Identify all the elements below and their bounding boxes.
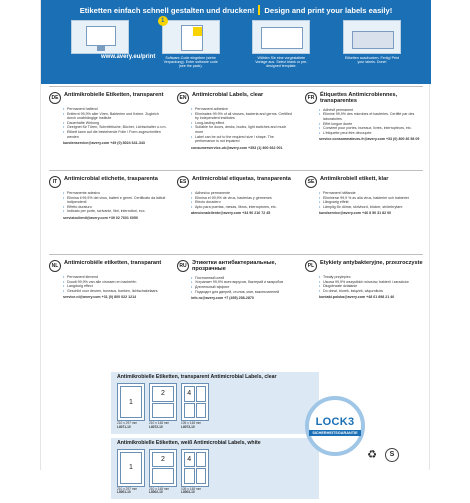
format-code: L8002-10 [149, 490, 163, 495]
bullet: • Elimine 99,9% des microbes et bactéries. Certifié par des laboratoires [319, 112, 423, 121]
cell-blank [196, 468, 207, 484]
banner-separator [258, 5, 260, 15]
cell-blank [196, 386, 207, 402]
step-caption: Software-Code eingeben (siehe Verpackung). Enter software code (see the pack). [163, 56, 218, 69]
print-banner [41, 0, 431, 84]
bullet: • Elimina el 99,9% de virus, bacterias y gérmenes [191, 196, 295, 201]
bullet: • Permanent adhesive [191, 107, 295, 112]
lang-block-it [49, 176, 167, 221]
cell-blank [196, 403, 207, 419]
lang-title: Antimikrobiell etikett, klar [320, 176, 389, 182]
printer-icon [343, 20, 401, 54]
label-pack-icon [162, 20, 220, 54]
cell-label: 1 [120, 386, 142, 418]
format-size: 105 x 148 mm [181, 421, 202, 425]
lang-contact: service.consommateurs-fr@avery.com +33 (0) 800 36 58 09 [319, 137, 420, 142]
cell-blank [196, 452, 207, 468]
lang-badge: NL [49, 260, 61, 272]
step-caption: Wählen Sie eine vorgestaltete Vorlage aus. Select blank or pre-designed template. [255, 56, 308, 69]
lang-block-ru [177, 260, 295, 301]
bullet: • Långvarig effekt [319, 200, 423, 205]
format-1-up [117, 383, 145, 430]
lang-block-fr [305, 92, 423, 142]
format-code: L8072-10 [149, 424, 163, 429]
cell-blank [152, 468, 174, 484]
lang-title: Etykiety antybakteryjne, przezroczyste [320, 260, 423, 266]
format-size: 210 x 148 mm [149, 421, 170, 425]
bullet: • Устраняет 99,9% всех вирусов, бактерий и микробов [191, 280, 295, 285]
lang-title: Étiquettes Antimicrobiennes, transparentes [320, 92, 398, 105]
bullet: • Permanente adesivo [63, 191, 167, 196]
lang-title: Antimicrobial Labels, clear [192, 92, 264, 98]
bullet: • Effetto duraturo [63, 205, 167, 210]
format-2-up [149, 383, 177, 430]
bullet: • Label can be cut to the required size / shape. The performance is not impaired [191, 135, 295, 144]
bullet: • Doodt 99,9% van alle virussen en bacteriën [63, 280, 167, 285]
product-formats [111, 372, 319, 503]
lang-block-se [305, 176, 423, 216]
bullet: • Dauerhafte Wirkung [63, 121, 167, 126]
divider [49, 170, 423, 171]
quality-seal-icon: S [385, 448, 399, 462]
bullet: • Entfernt 99,9% aller Viren, Bakterien und Keime. Zugleich durch unabhängige Institute [63, 112, 167, 121]
seal-brand-number: 3 [347, 416, 355, 428]
product-white [111, 438, 319, 500]
lang-badge: ES [177, 176, 189, 188]
lang-contact: service.nl@avery.com +31 (0) 800 022 1214 [63, 295, 137, 300]
lang-title: Этикетки антибактериальные, прозрачные [192, 260, 277, 273]
bullet: • Eliminerar 99,9 % av alla virus, bakterier och bakterier [319, 196, 423, 201]
banner-title-en: Design and print your labels easily! [264, 5, 393, 15]
lang-badge: EN [177, 92, 189, 104]
product-title: Antimikrobielle Etiketten, transparent Antimicrobial Labels, clear [117, 374, 277, 380]
bullet: • Convient pour portes, bureaux, livres, interrupteurs, etc. [319, 126, 423, 131]
bullet: • Effet longue durée [319, 122, 423, 127]
step-number: 1 [158, 16, 168, 26]
format-4-up [181, 383, 209, 430]
divider [49, 86, 423, 87]
seal-brand [316, 416, 355, 428]
lang-contact: kundservice@avery.com +46 8 50 31 82 00 [319, 211, 392, 216]
format-size: 105 x 148 mm [181, 486, 202, 491]
bullet: • Adhésif permanent [319, 108, 423, 113]
bullet: • Permanent haftend [63, 107, 167, 112]
format-code: L8003-10 [181, 490, 195, 495]
step-enter-code [162, 20, 220, 82]
bullet: • Apto para puertas, mesas, libros, interruptores, etc. [191, 205, 295, 210]
lang-title: Antimicrobiële etiketten, transparant [64, 260, 162, 266]
lang-title: Antimicrobial etichette, trasparenta [64, 176, 158, 182]
cell-blank [152, 403, 174, 419]
seal-brand-word: LOCK [315, 416, 348, 428]
format-code: L8073-10 [181, 424, 195, 429]
lang-badge: IT [49, 176, 61, 188]
cell-label: 2 [152, 386, 174, 402]
lang-title: Antimikrobielle Etiketten, transparent [64, 92, 164, 98]
cell-label: 4 [184, 452, 195, 468]
bullet: • Etikett kann auf die bestehende Folie / Form zugeschnitten werden [63, 130, 167, 139]
step-computer [71, 20, 129, 82]
lang-contact: info.ru@avery.com +7 (495) 258-2870 [191, 296, 254, 301]
format-size: 210 x 297 mm [117, 421, 138, 425]
cell-label: 1 [120, 452, 142, 484]
seal-ribbon: SICHERHEITSGARANTIE [309, 430, 360, 436]
template-icon [252, 20, 310, 54]
format-size: 210 x 148 mm [149, 486, 170, 491]
lang-contact: kundenservice@avery.com +49 (0) 8024 641-343 [63, 141, 145, 146]
bullet: • Длительный эффект [191, 285, 295, 290]
lang-badge: SE [305, 176, 317, 188]
step-select-template [252, 20, 310, 82]
print-url-link[interactable]: www.avery.eu/print [101, 54, 156, 60]
bullet: • L'étiquette peut être découpée [319, 131, 423, 136]
step-caption: Etiketten ausdrucken. Fertig! Print your labels. Done! [344, 56, 400, 65]
banner-title-de: Etiketten einfach schnell gestalten und drucken! [79, 5, 255, 15]
bullet: • Długotrwałe działanie [319, 284, 423, 289]
cell-label: 4 [184, 386, 195, 402]
format-code: L8001-10 [117, 490, 131, 495]
bullet: • Efecto duradero [191, 200, 295, 205]
lang-block-nl [49, 260, 167, 300]
lang-badge: FR [305, 92, 317, 104]
lang-contact: kontakt.polska@avery.com +48 61 898 21 40 [319, 295, 395, 300]
cell-blank [184, 468, 195, 484]
bullet: • Постоянный клей [191, 276, 295, 281]
lang-contact: servizioclienti@avery.com +39 02 7601 6050 [63, 215, 138, 220]
step-print [343, 20, 401, 82]
computer-icon [71, 20, 129, 54]
format-4-up [181, 449, 209, 496]
lang-contact: consumerservice-uk@avery.com +353 (1) 800 662 001 [191, 145, 283, 150]
product-sheet [40, 0, 430, 495]
sheet-layout-2 [149, 449, 177, 487]
print-steps [71, 20, 401, 82]
lang-block-pl [305, 260, 423, 300]
bullet: • Geeignet für Türen, Schreibtische, Bücher, Lichtschalter u.v.m. [63, 125, 167, 130]
bullet: • Indicato per porte, scrivanie, libri, interruttori, ecc. [63, 209, 167, 214]
bullet: • Permanent häftande [319, 191, 423, 196]
bullet: • Geschikt voor deuren, bureaus, boeken, lichtschakelaars [63, 289, 167, 294]
bullet: • Trwały przylepiec [319, 275, 423, 280]
sheet-layout-4 [181, 449, 209, 487]
lang-badge: PL [305, 260, 317, 272]
bullet: • Long-lasting effect [191, 121, 295, 126]
lang-badge: RU [177, 260, 189, 272]
bullet: • Do drzwi, biurek, książek, włączników [319, 289, 423, 294]
bullet: • Elimina il 99,9% dei virus, batteri e germi. Certificato da istituti indipendenti [63, 196, 167, 205]
sheet-layout-4 [181, 383, 209, 421]
sheet-layout-1 [117, 383, 145, 421]
banner-title-strip [41, 2, 431, 18]
divider [49, 254, 423, 255]
lock3-seal-icon [305, 396, 365, 456]
bullet: • Permanent klevend [63, 275, 167, 280]
format-size: 210 x 297 mm [117, 486, 138, 491]
sheet-layout-1 [117, 449, 145, 487]
bullet: • Lämplig för dörrar, skrivbord, böcker, strömbrytare [319, 205, 423, 210]
lang-contact: atencionalcliente@avery.com +34 90 216 72 45 [191, 211, 271, 216]
format-1-up [117, 449, 145, 496]
bullet: • Suitable for doors, desks, books, light switches and much more [191, 125, 295, 134]
lang-title: Antimicrobial etiquetas, transparenta [192, 176, 291, 182]
bullet: • Eliminates 99.9% of all viruses, bacteria and germs. Certified by independent institutes [191, 112, 295, 121]
lang-block-de [49, 92, 167, 146]
product-title: Antimikrobielle Etiketten, weiß Antimicrobial Labels, white [117, 439, 261, 446]
format-code: L8071-10 [117, 424, 131, 429]
product-clear [111, 372, 319, 434]
lang-badge: DE [49, 92, 61, 104]
bullet: • Usuwa 99,9% wszystkich wirusów, bakterii i zarazków [319, 280, 423, 285]
bullet: • Подходит для дверей, столов, книг, выключателей [191, 290, 295, 295]
lang-block-es [177, 176, 295, 216]
format-2-up [149, 449, 177, 496]
bullet: • Adhesivo permanente [191, 191, 295, 196]
lang-block-en [177, 92, 295, 150]
cell-label: 2 [152, 452, 174, 468]
cell-blank [184, 403, 195, 419]
recycle-icon: ♻ [367, 449, 377, 461]
sheet-layout-2 [149, 383, 177, 421]
bullet: • Langdurig effect [63, 284, 167, 289]
